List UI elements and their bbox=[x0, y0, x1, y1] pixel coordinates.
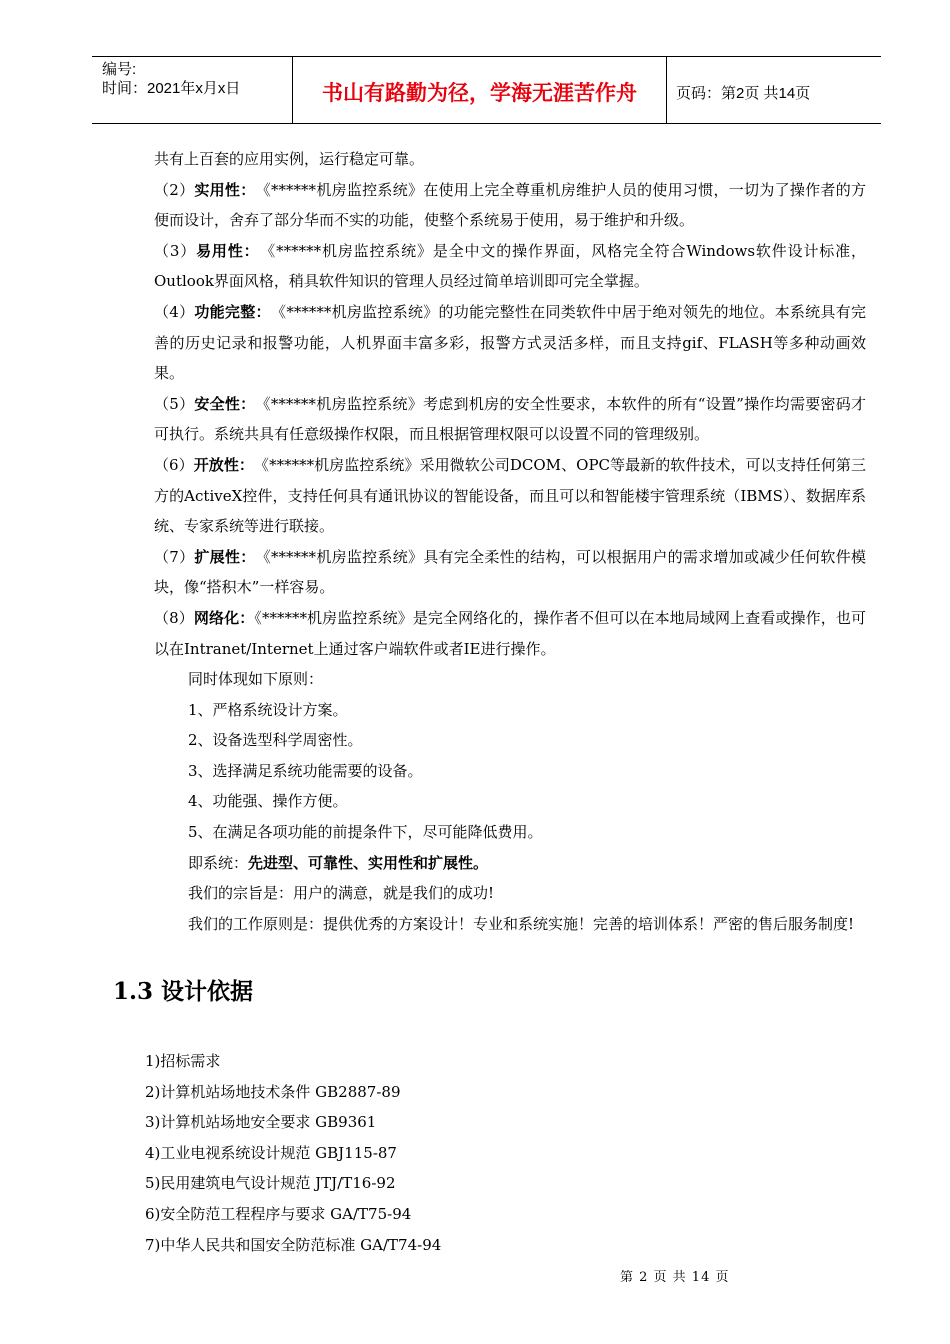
document-body bbox=[154, 144, 866, 939]
feature-item-8 bbox=[154, 603, 866, 664]
header-motto: 书山有路勤为径，学海无涯苦作舟 bbox=[293, 57, 667, 123]
feature-item-4 bbox=[154, 297, 866, 389]
feature-title: 实用性： bbox=[194, 180, 248, 199]
principles-intro: 同时体现如下原则： bbox=[188, 670, 324, 689]
feature-text: 《******机房监控系统》是完全网络化的，操作者不但可以在本地局域网上查看或操作，也可以在Intranet/Internet上通过客户端软件或者IE进行操作。 bbox=[154, 608, 866, 658]
header-time-label: 时间：2021年x月x日 bbox=[102, 80, 241, 97]
reference-item: 6)安全防范工程程序与要求 GA/T75-94 bbox=[145, 1204, 412, 1223]
feature-number: （2） bbox=[154, 180, 195, 199]
feature-text: 《******机房监控系统》在使用上完全尊重机房维护人员的使用习惯，一切为了操作者的方便而设计，舍弃了部分华而不实的功能，使整个系统易于使用，易于维护和升级。 bbox=[154, 180, 866, 230]
header-meta-cell bbox=[92, 57, 293, 123]
feature-number: （7） bbox=[154, 547, 195, 566]
section-heading: 1.3 设计依据 bbox=[113, 978, 254, 1005]
feature-title: 开放性： bbox=[193, 455, 247, 474]
continued-paragraph: 共有上百套的应用实例，运行稳定可靠。 bbox=[154, 150, 425, 168]
principle-item: 1、严格系统设计方案。 bbox=[188, 700, 348, 719]
feature-number: （4） bbox=[154, 302, 195, 321]
feature-item-6 bbox=[154, 450, 866, 542]
feature-item-3 bbox=[154, 236, 866, 297]
feature-title: 功能完整： bbox=[194, 302, 264, 321]
principle-item: 4、功能强、操作方便。 bbox=[188, 792, 348, 811]
reference-item: 5)民用建筑电气设计规范 JTJ/T16-92 bbox=[145, 1174, 396, 1193]
principle-item: 5、在满足各项功能的前提条件下，尽可能降低费用。 bbox=[188, 823, 543, 842]
feature-item-7 bbox=[154, 542, 866, 603]
feature-number: （5） bbox=[154, 394, 195, 413]
header-number-label: 编号: bbox=[102, 61, 137, 78]
feature-text: 《******机房监控系统》具有完全柔性的结构，可以根据用户的需求增加或减少任何软件模块，像“搭积木”一样容易。 bbox=[154, 547, 866, 597]
reference-item: 2)计算机站场地技术条件 GB2887-89 bbox=[145, 1082, 401, 1101]
system-summary-bold: 先进型、可靠性、实用性和扩展性。 bbox=[248, 853, 489, 872]
feature-text: 《******机房监控系统》的功能完整性在同类软件中居于绝对领先的地位。本系统具有完善的历史记录和报警功能，人机界面丰富多彩，报警方式灵活多样，而且支持gif、FLASH等多种动画效果。 bbox=[154, 302, 866, 383]
header-page-label: 页码：第2页 共14页 bbox=[676, 84, 811, 102]
system-summary bbox=[154, 848, 866, 879]
reference-list bbox=[145, 1046, 441, 1260]
feature-title: 网络化： bbox=[193, 608, 255, 627]
feature-item-2 bbox=[154, 175, 866, 236]
feature-text: 《******机房监控系统》是全中文的操作界面，风格完全符合Windows软件设计标准，Outlook界面风格，稍具软件知识的管理人员经过简单培训即可完全掌握。 bbox=[154, 241, 866, 291]
feature-number: （6） bbox=[154, 455, 194, 474]
tenet-paragraph: 我们的宗旨是：用户的满意，就是我们的成功! bbox=[188, 884, 495, 903]
reference-item: 3)计算机站场地安全要求 GB9361 bbox=[145, 1113, 377, 1132]
feature-text: 《******机房监控系统》考虑到机房的安全性要求，本软件的所有“设置”操作均需要密码才可执行。系统共具有任意级操作权限，而且根据管理权限可以设置不同的管理级别。 bbox=[154, 394, 866, 444]
page-footer: 第 2 页 共 14 页 bbox=[620, 1270, 730, 1285]
feature-title: 安全性： bbox=[194, 394, 248, 413]
page-header bbox=[92, 56, 881, 124]
principle-item: 2、设备选型科学周密性。 bbox=[188, 731, 363, 750]
reference-item: 1)招标需求 bbox=[145, 1052, 221, 1070]
reference-item: 4)工业电视系统设计规范 GBJ115-87 bbox=[145, 1143, 397, 1162]
feature-number: （8） bbox=[154, 608, 194, 627]
system-summary-prefix: 即系统： bbox=[188, 853, 249, 872]
feature-item-5 bbox=[154, 389, 866, 450]
feature-text: 《******机房监控系统》采用微软公司DCOM、OPC等最新的软件技术，可以支持任何第三方的ActiveX控件，支持任何具有通讯协议的智能设备，而且可以和智能楼宇管理系统（IBMS）、数据库系统、专家系统等进行联接。 bbox=[154, 455, 866, 536]
feature-title: 扩展性： bbox=[194, 547, 248, 566]
reference-item: 7)中华人民共和国安全防范标准 GA/T74-94 bbox=[145, 1235, 442, 1254]
feature-title: 易用性： bbox=[196, 241, 252, 260]
principle-item: 3、选择满足系统功能需要的设备。 bbox=[188, 761, 423, 780]
work-principle-paragraph: 我们的工作原则是：提供优秀的方案设计！专业和系统实施！完善的培训体系！严密的售后服务制度! bbox=[188, 914, 855, 933]
feature-number: （3） bbox=[154, 241, 197, 260]
